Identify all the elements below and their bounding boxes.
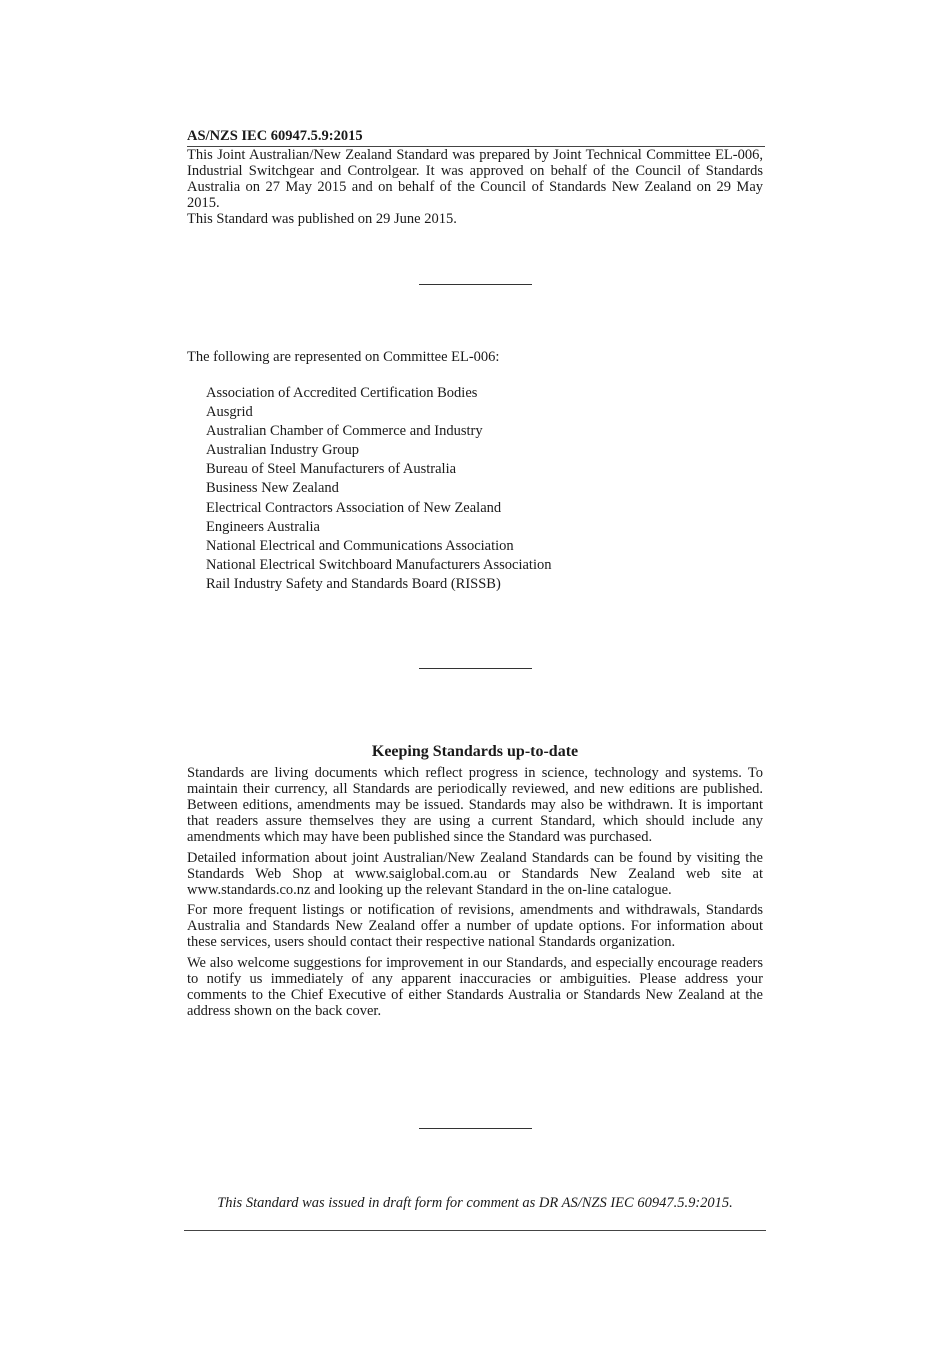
- committee-member: Engineers Australia: [206, 518, 320, 535]
- body-paragraph: For more frequent listings or notification of revisions, amendments and withdrawals, Standards Australia and Standards New Zealand offer a number of update options. For information about these services, users should contact their respective national Standards organization.: [187, 902, 763, 950]
- standard-id: AS/NZS IEC 60947.5.9:2015: [187, 128, 363, 144]
- body-paragraph: Standards are living documents which reflect progress in science, technology and systems. To maintain their currency, all Standards are periodically reviewed, and new editions are published. Between editions, amendments may be issued. Standards may also be withdrawn. It is important that readers assure themselves they are using a current Standard, which should include any amendments which may have been published since the Standard was purchased.: [187, 765, 763, 845]
- section-divider: [419, 668, 532, 669]
- body-paragraph: We also welcome suggestions for improvement in our Standards, and especially encourage readers to notify us immediately of any apparent inaccuracies or ambiguities. Please address your comments to the Chief Executive of either Standards Australia or Standards New Zealand at the address shown on the back cover.: [187, 954, 763, 1019]
- publication-date: This Standard was published on 29 June 2015.: [187, 211, 457, 227]
- committee-member: Electrical Contractors Association of New Zealand: [206, 499, 502, 516]
- section-divider: [419, 284, 532, 285]
- draft-note: This Standard was issued in draft form for comment as DR AS/NZS IEC 60947.5.9:2015.: [217, 1195, 733, 1211]
- committee-member: Bureau of Steel Manufacturers of Australia: [206, 461, 457, 478]
- committee-member: Ausgrid: [206, 404, 253, 421]
- committee-member-list: [206, 384, 551, 594]
- committee-member: Association of Accredited Certification Bodies: [206, 385, 478, 401]
- body-paragraph: Detailed information about joint Australian/New Zealand Standards can be found by visiting the Standards Web Shop at www.saiglobal.com.au or Standards New Zealand web site at www.standards.co.nz and looking up the relevant Standard in the on-line catalogue.: [187, 849, 763, 898]
- committee-intro: The following are represented on Committee EL-006:: [187, 349, 500, 365]
- committee-member: National Electrical and Communications Association: [206, 537, 514, 554]
- preparation-paragraph: This Joint Australian/New Zealand Standard was prepared by Joint Technical Committee EL-006, Industrial Switchgear and Controlgear. It was approved on behalf of the Council of Standards Australia on 27 May 2015 and on behalf of the Council of Standards New Zealand on 29 May 2015.: [187, 147, 763, 211]
- section-divider: [419, 1128, 532, 1129]
- committee-member: Australian Industry Group: [206, 442, 360, 459]
- committee-member: Rail Industry Safety and Standards Board (RISSB): [206, 575, 501, 592]
- keeping-standards-body: [187, 765, 763, 1023]
- footer-rule: [184, 1230, 766, 1231]
- committee-member: Australian Chamber of Commerce and Industry: [206, 423, 483, 440]
- preparation-block: [187, 147, 763, 227]
- committee-member: Business New Zealand: [206, 480, 339, 497]
- keeping-standards-heading: Keeping Standards up-to-date: [371, 743, 579, 760]
- committee-member: National Electrical Switchboard Manufacturers Association: [206, 556, 552, 573]
